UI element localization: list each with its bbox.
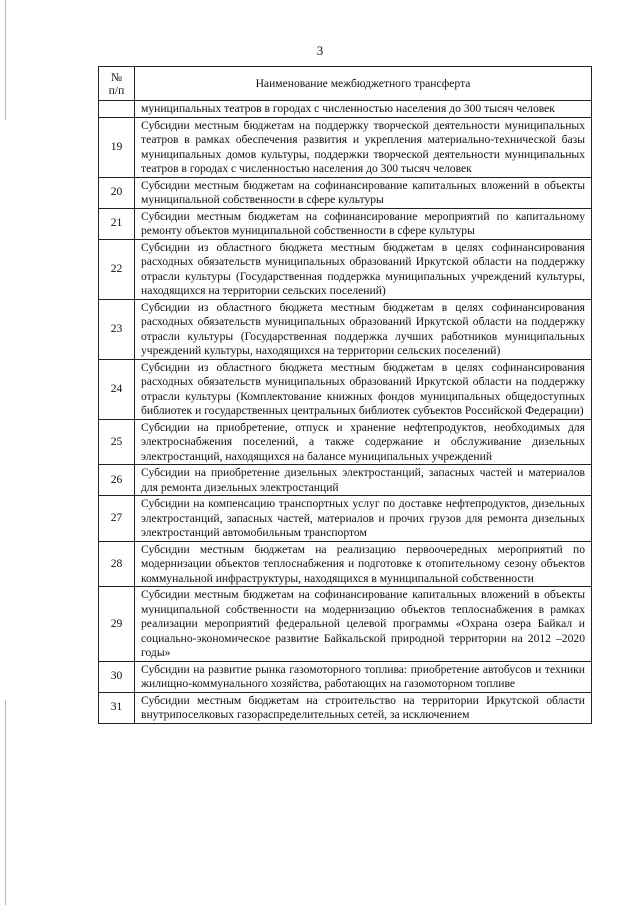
table-row: [99, 465, 592, 496]
row-number: 26: [99, 465, 135, 496]
transfer-name: Субсидии на развитие рынка газомоторного топлива: приобретение автобусов и техники жилищно-коммунального хозяйства, работающих на газомоторном топливе: [135, 661, 592, 692]
table-row: [99, 359, 592, 419]
row-number: 30: [99, 661, 135, 692]
page-number: 3: [316, 43, 324, 58]
transfer-name: Субсидии местным бюджетам на софинансирование мероприятий по капитальному ремонту объектов муниципальной собственности в сфере культуры: [135, 208, 592, 239]
transfer-name: Субсидии местным бюджетам на реализацию первоочередных мероприятий по модернизации объектов теплоснабжения и подготовке к отопительному сезону объектов коммунальной инфраструктуры, находящихся в муниципальной собственности: [135, 541, 592, 587]
table-row: [99, 299, 592, 359]
header-num: № п/п: [99, 67, 135, 101]
row-number: 22: [99, 239, 135, 299]
transfer-name: Субсидии из областного бюджета местным бюджетам в целях софинансирования расходных обязательств муниципальных образований Иркутской области на поддержку отрасли культуры (Комплектование книжных фондов муниципальных общедоступных библиотек и государственных центральных библиотек субъектов Российской Федерации): [135, 359, 592, 419]
transfer-name: Субсидии местным бюджетам на софинансирование капитальных вложений в объекты муниципальной собственности в сфере культуры: [135, 177, 592, 208]
row-number: 19: [99, 117, 135, 177]
table-row: [99, 177, 592, 208]
table-row: [99, 101, 592, 118]
table-row: [99, 117, 592, 177]
table-row: [99, 692, 592, 723]
transfers-table: [98, 66, 592, 724]
transfer-name: Субсидии на компенсацию транспортных услуг по доставке нефтепродуктов, дизельных электростанций, запасных частей, материалов и прочих грузов для ремонта дизельных электростанций автомобильным транспортом: [135, 496, 592, 542]
row-number: 23: [99, 299, 135, 359]
row-number: 24: [99, 359, 135, 419]
row-number: 21: [99, 208, 135, 239]
row-number: 29: [99, 587, 135, 662]
table-row: [99, 541, 592, 587]
table-row: [99, 661, 592, 692]
scan-margin-line-lower: [5, 700, 6, 905]
row-number: 25: [99, 419, 135, 465]
row-number: 27: [99, 496, 135, 542]
header-name: Наименование межбюджетного трансферта: [135, 67, 592, 101]
table-header-row: [99, 67, 592, 101]
transfer-name: Субсидии из областного бюджета местным бюджетам в целях софинансирования расходных обязательств муниципальных образований Иркутской области на поддержку отрасли культуры (Государственная поддержка муниципальных учреждений культуры, находящихся на территории сельских поселений): [135, 239, 592, 299]
row-number: 20: [99, 177, 135, 208]
transfer-name: Субсидии местным бюджетам на поддержку творческой деятельности муниципальных театров в рамках обеспечения развития и укрепления материально-технической базы муниципальных домов культуры, поддержки творческой деятельности муниципальных театров в городах с численностью населения до 300 тысяч человек: [135, 117, 592, 177]
transfer-name: муниципальных театров в городах с численностью населения до 300 тысяч человек: [135, 101, 592, 118]
table-row: [99, 208, 592, 239]
row-number: [99, 101, 135, 118]
table-row: [99, 496, 592, 542]
transfer-name: Субсидии из областного бюджета местным бюджетам в целях софинансирования расходных обязательств муниципальных образований Иркутской области на поддержку отрасли культуры (Государственная поддержка лучших работников муниципальных учреждений культуры, находящихся на территории сельских поселений): [135, 299, 592, 359]
table-row: [99, 419, 592, 465]
table-row: [99, 587, 592, 662]
transfer-name: Субсидии на приобретение дизельных электростанций, запасных частей и материалов для ремонта дизельных электростанций: [135, 465, 592, 496]
scan-margin-line: [5, 0, 6, 120]
row-number: 28: [99, 541, 135, 587]
transfer-name: Субсидии на приобретение, отпуск и хранение нефтепродуктов, необходимых для электроснабжения поселений, а также содержание и обслуживание дизельных электростанций, находящихся на балансе муниципальных учреждений: [135, 419, 592, 465]
table-row: [99, 239, 592, 299]
table-body: [99, 101, 592, 724]
transfer-name: Субсидии местным бюджетам на строительство на территории Иркутской области внутрипоселковых газораспределительных сетей, за исключением: [135, 692, 592, 723]
row-number: 31: [99, 692, 135, 723]
transfer-name: Субсидии местным бюджетам на софинансирование капитальных вложений в объекты муниципальной собственности на модернизацию объектов теплоснабжения в рамках реализации мероприятий федеральной целевой программы «Охрана озера Байкал и социально-экономическое развитие Байкальской природной территории на 2012 –2020 годы»: [135, 587, 592, 662]
